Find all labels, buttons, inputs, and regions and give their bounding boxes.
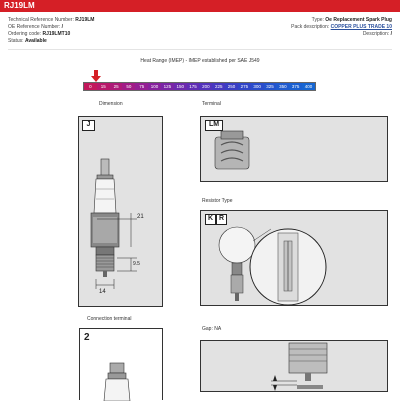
- resistor-code-k: K: [205, 214, 216, 225]
- heat-range-cell: 100: [148, 83, 161, 90]
- heat-range-cell: 25: [110, 83, 123, 90]
- gap-panel: [200, 340, 388, 392]
- heat-range-cell: 150: [174, 83, 187, 90]
- connection-terminal-title: Connection terminal: [87, 316, 132, 322]
- info-row: Type: Oe Replacement Spark Plug: [311, 17, 392, 23]
- divider: [8, 49, 392, 50]
- heat-range-cell: 50: [122, 83, 135, 90]
- info-right: [200, 17, 392, 38]
- terminal-code: LM: [205, 120, 223, 131]
- dimension-panel: [78, 116, 163, 307]
- info-left: [8, 17, 198, 45]
- resistor-panel: [200, 210, 388, 306]
- terminal-title: Terminal: [202, 101, 221, 107]
- info-row: Technical Reference Number: RJ19LM: [8, 17, 95, 23]
- heat-range-cell: 350: [276, 83, 289, 90]
- heat-range-cell: 400: [302, 83, 315, 90]
- connection-terminal-drawing: [80, 329, 164, 401]
- dimension-code: J: [82, 120, 95, 131]
- resistor-title: Resistor Type: [202, 198, 233, 204]
- hex-size-label: 21: [137, 214, 144, 220]
- heat-range-cell: 300: [251, 83, 264, 90]
- pack-description-link[interactable]: COPPER PLUS TRADE 10: [330, 24, 392, 30]
- heat-range-cell: 375: [289, 83, 302, 90]
- heat-range-cell: 275: [238, 83, 251, 90]
- info-row: Pack description: COPPER PLUS TRADE 10: [291, 24, 392, 30]
- product-title: RJ19LM: [4, 1, 35, 10]
- heat-range-cell: 200: [199, 83, 212, 90]
- spark-plug-dimension-drawing: [79, 117, 164, 308]
- resistor-code-r: R: [216, 214, 227, 225]
- heat-range-scale: [83, 82, 316, 91]
- heat-range-cell: 250: [225, 83, 238, 90]
- heat-range-cell: 15: [97, 83, 110, 90]
- heat-range-cell: 125: [161, 83, 174, 90]
- gap-title: Gap: NA: [202, 326, 222, 332]
- info-row: Description: /: [362, 31, 392, 37]
- reach-label: 9.5: [133, 261, 140, 267]
- connection-terminal-code: 2: [84, 332, 90, 343]
- info-row: OE Reference Number: /: [8, 24, 64, 30]
- connection-terminal-panel: [79, 328, 163, 400]
- info-row: Status: Available: [8, 38, 47, 44]
- heat-range-cell: 75: [135, 83, 148, 90]
- heat-range-cell: 175: [187, 83, 200, 90]
- dimension-title: Dimension: [99, 101, 123, 107]
- resistor-drawing: [201, 211, 389, 307]
- terminal-panel: [200, 116, 388, 182]
- heat-range-cell: 325: [264, 83, 277, 90]
- heat-range-cell: 225: [212, 83, 225, 90]
- info-row: Ordering code: RJ19LMT10: [8, 31, 71, 37]
- heat-range-cell: 0: [84, 83, 97, 90]
- header-bar: [0, 0, 400, 12]
- terminal-drawing: [201, 117, 389, 183]
- heat-range-title: Heat Range (IMEP) - IMEP established per SAE J549: [140, 58, 260, 64]
- gap-drawing: [201, 341, 389, 393]
- thread-size-label: 14: [99, 289, 106, 295]
